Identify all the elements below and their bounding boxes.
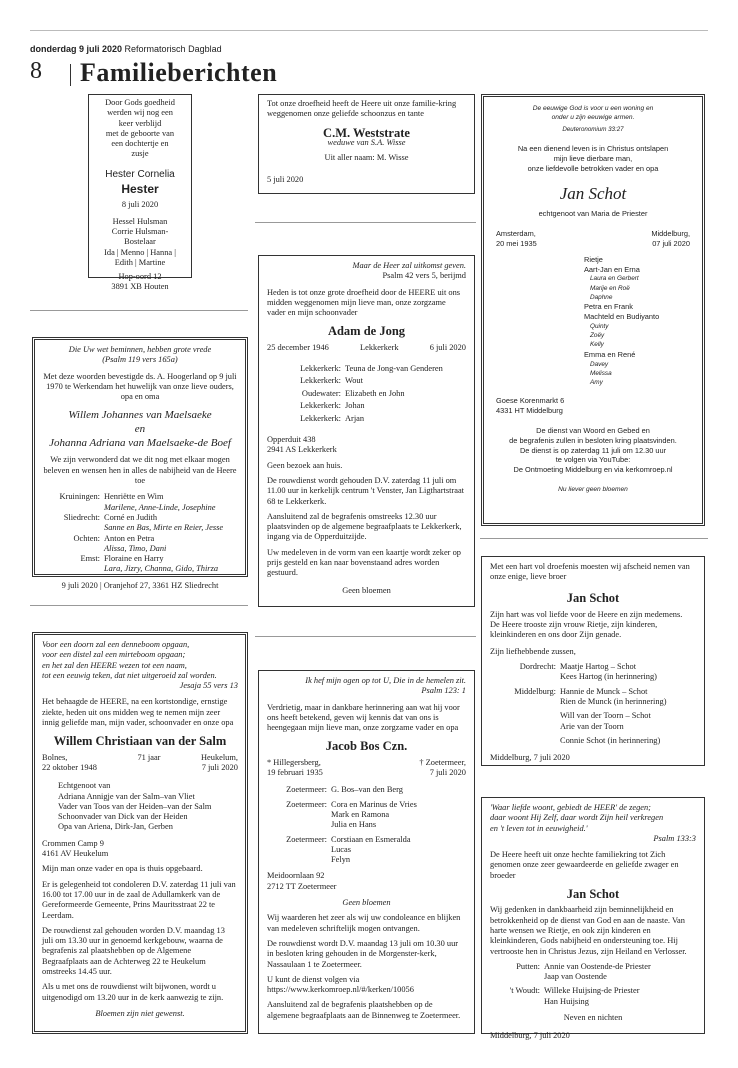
family-member: Zoëy	[590, 332, 605, 340]
family-member: Lucas	[331, 844, 351, 854]
family-place: Sliedrecht:	[63, 512, 100, 522]
masthead-date: donderdag 9 juli 2020	[30, 44, 123, 54]
text-line: Door Gods goedheid	[105, 98, 175, 107]
text-paragraph: Aansluitend zal de begrafenis plaatshebben op de algemene begraafplaats aan de Binnenweg te Zoetermeer.	[267, 1000, 461, 1020]
text-line: keer verblijd	[118, 118, 162, 128]
family-member: Connie Schot (in herinnering)	[560, 735, 661, 745]
death-place: Heukelum,	[201, 752, 238, 762]
family-member: Aart-Jan en Erna	[584, 264, 640, 274]
closing-line: Bloemen zijn niet gewenst.	[95, 1008, 185, 1018]
family-member: Daphne	[590, 293, 613, 301]
notice-schot-family	[481, 94, 705, 526]
family-line: Adriana Annigje van der Salm–van Vliet	[58, 791, 195, 801]
birth-block	[267, 758, 323, 779]
family-names	[544, 962, 651, 983]
intro-line: mijn lieve dierbare man,	[553, 153, 633, 163]
verse-line: onder u zijn eeuwige armen.	[551, 113, 635, 121]
bride-name: Johanna Adriana van Maelsaeke-de Boef	[49, 437, 231, 450]
service-line: De dienst van Woord en Gebed en	[536, 426, 650, 436]
family-member: Davey	[590, 360, 609, 368]
masthead-paper: Reformatorisch Dagblad	[124, 44, 222, 54]
death-date: 6 juli 2020	[429, 342, 466, 352]
family-member: Melissa	[590, 369, 612, 377]
family-member: Jaap van Oostende	[544, 972, 607, 982]
family-names	[331, 785, 403, 795]
family-row	[490, 687, 696, 708]
intro: Met een hart vol droefenis moesten wij afscheid nemen van onze enige, lieve broer	[490, 562, 690, 582]
verse-line: Maar de Heer zal uitkomst geven.	[352, 261, 466, 270]
birth-date: 25 december 1946	[267, 342, 329, 352]
condole-text: Er is gelegenheid tot condoleren D.V. zaterdag 11 juli van 16.00 tot 17.00 uur in de zaal de Adullamkerk van de Gereformeerde Gemeente, Prins Mauritsstraat 22 te Leerdam.	[42, 879, 236, 920]
family-place	[490, 736, 560, 746]
text-line: werden wij nog een	[107, 108, 173, 118]
family-place: Zoetermeer:	[286, 834, 327, 844]
card-text: Uw medeleven in de vorm van een kaartje wordt zeker op prijs gesteld en kan naar bovenstaand adres worden gestuurd.	[267, 547, 461, 578]
text-paragraph: Zijn hart was vol liefde voor de Heere en zijn medemens.	[490, 609, 683, 619]
family-names: Elizabeth en John	[345, 388, 405, 398]
family-place: Lekkerkerk:	[300, 401, 341, 411]
family-list	[584, 255, 690, 388]
birth-block	[42, 753, 97, 774]
closing-line: Geen bloemen	[342, 898, 391, 908]
notice-schot-inlaws	[481, 797, 705, 1041]
verse-reference: Psalm 42 vers 5, berijmd	[382, 271, 466, 281]
family-names	[560, 736, 660, 746]
birth-date: 8 juli 2020	[121, 200, 159, 210]
family-place: 't Woudt:	[509, 986, 540, 996]
family-list	[42, 492, 238, 574]
visit-line: Geen bezoek aan huis.	[267, 460, 343, 470]
service-line: De Ontmoeting Middelburg en via kerkomroep.nl	[513, 465, 673, 475]
family-names	[104, 534, 166, 555]
family-row	[490, 986, 696, 1007]
verse-line: De eeuwige God is voor u een woning en	[532, 105, 654, 112]
address-line: 3891 XB Houten	[111, 282, 169, 292]
verse-line: voor een distel zal een mirteboom opgaan;	[42, 650, 186, 660]
family-names	[104, 492, 215, 513]
service-text: De rouwdienst wordt gehouden D.V. zaterdag 11 juli om 11.00 uur in kerkelijk centrum 't Venster, Jan Ligthartstraat 68 te Lekkerkerk.	[267, 476, 465, 506]
verse-line: en het zal den HEERE wezen tot een naam,	[42, 660, 187, 670]
family-row	[277, 785, 466, 795]
birth-notice-hester	[88, 94, 192, 292]
deceased-name: Jan Schot	[566, 590, 620, 605]
dates-row	[42, 753, 238, 774]
text-paragraph: Wij gedenken in dankbaarheid zijn beminnelijkheid en betrokkenheid op de dienst van God en aan de naaste. Van harte wensen we Rietje, en ook zijn kinderen en kleinkinderen, Gods nabijheid en ondersteuning toe. Hij vertrooste hen in Christus Jezus, zijn Heiland en Verlosser.	[490, 905, 687, 956]
family-line: Bostelaar	[124, 237, 156, 247]
verse-line: Ik hef mijn ogen op tot U, Die in de hemelen zit.	[305, 676, 466, 685]
family-member: G. Bos–van den Berg	[331, 785, 403, 795]
family-couple: Floraine en Harry	[104, 554, 164, 564]
death-place: † Zoetermeer,	[419, 757, 466, 767]
family-member: Emma en René	[584, 349, 636, 359]
family-line: Schoonvader van Dick van der Heiden	[58, 812, 188, 822]
wish-text: We zijn verwonderd dat we dit nog met elkaar mogen beleven en wensen hen in alles de nabijheid van de Heere toe	[43, 455, 237, 486]
verse-line: Voor een doorn zal een denneboom opgaan,	[42, 640, 190, 649]
dates-row	[267, 343, 466, 353]
family-place	[490, 711, 560, 732]
family-place: Dordrecht:	[519, 662, 556, 672]
family-place: Lekkerkerk:	[300, 364, 341, 374]
notice-weststrate	[258, 94, 475, 194]
family-names	[104, 513, 223, 534]
verse-line: en 't leven tot in eeuwigheid.'	[490, 823, 588, 833]
service-text: De rouwdienst zal gehouden worden D.V. maandag 13 juli om 13.30 uur in genoemd kerkgebouw, waarna de begrafenis zal plaatshebben op de Algemene Begraafplaats aan de Achterweg 22 te Heukelum omstreeks 14.45 uur.	[42, 925, 225, 977]
death-date: 7 juli 2020	[429, 768, 466, 778]
family-line: Edith | Martine	[114, 257, 166, 267]
family-names	[560, 711, 651, 732]
family-member: Rietje	[584, 254, 603, 264]
family-member: Arie van der Toorn	[560, 721, 624, 731]
family-line: Ida | Menno | Hanna |	[104, 247, 176, 257]
address-line: 4161 AV Heukelum	[42, 849, 109, 859]
text-paragraph: Wij waarderen het zeer als wij uw condoleance en blijken van medeleven schriftelijk mogen ontvangen.	[267, 913, 461, 933]
address-line: 4331 HT Middelburg	[496, 406, 563, 416]
divider	[70, 64, 71, 86]
family-line: Vader van Toos van der Heiden–van der Salm	[58, 801, 212, 811]
section-title: Familieberichten	[80, 58, 278, 87]
child-full-name: Hester Cornelia	[105, 168, 175, 180]
death-block	[419, 758, 466, 779]
service-line: de begrafenis zullen in besloten kring plaatsvinden.	[509, 435, 677, 445]
family-member: Maatje Hartog – Schot	[560, 662, 637, 672]
footer-line: 9 juli 2020 | Oranjehof 27, 3361 HZ Sliedrecht	[61, 580, 219, 590]
family-place: Zoetermeer:	[286, 799, 327, 809]
nephews-line: Neven en nichten	[563, 1013, 623, 1023]
family-line: Opa van Ariena, Dirk-Jan, Gerben	[58, 822, 173, 832]
intro: Verdrietig, maar in dankbare herinnering aan wat hij voor ons heeft betekend, geven wij kennis dat van ons is heengegaan mijn lieve man, onze zorgzame vader en opa	[267, 702, 460, 733]
family-names: Johan	[345, 401, 365, 411]
footer-line: Middelburg, 7 juli 2020	[490, 753, 570, 763]
family-member: Kees Hartog (in herinnering)	[560, 672, 657, 682]
family-row	[42, 534, 238, 555]
family-line: Hessel Hulsman	[112, 216, 168, 226]
visit-line: Mijn man onze vader en opa is thuis opgebaard.	[42, 864, 203, 874]
death-date: 7 juli 2020	[201, 762, 238, 772]
family-list	[277, 785, 466, 865]
verse-reference: Deuteronomium 33:27	[562, 126, 624, 134]
deceased-name: C.M. Weststrate	[323, 125, 410, 140]
column-rule	[30, 605, 248, 606]
family-place: Zoetermeer:	[286, 785, 327, 795]
family-place: Lekkerkerk:	[300, 413, 341, 423]
family-member: Annie van Oostende-de Priester	[544, 961, 651, 971]
intro: Met deze woorden bevestigde ds. A. Hoogerland op 9 juli 1970 te Werkendam het huwelijk van onze lieve ouders, opa en oma	[43, 371, 237, 402]
text-line: zusje	[131, 149, 149, 159]
dates-row	[267, 758, 466, 779]
spouse-line: echtgenoot van Maria de Priester	[538, 209, 648, 219]
burial-text: Aansluitend zal de begrafenis omstreeks 12.30 uur plaatsvinden op de algemene begraafplaats te Lekkerkerk, ingang via de Opperduitzijde.	[267, 511, 462, 542]
place: Lekkerkerk	[359, 342, 399, 352]
groom-name: Willem Johannes van Maelsaeke	[68, 409, 212, 422]
address-line: Hop-oord 12	[118, 272, 162, 282]
family-place: Emst:	[80, 554, 100, 564]
family-place: Middelburg:	[514, 686, 556, 696]
intro-line: onze liefdevolle betrokken vader en opa	[527, 163, 659, 173]
family-row	[490, 962, 696, 983]
family-names	[331, 800, 417, 831]
family-member: Kelly	[590, 341, 604, 349]
family-member: Corstiaan en Esmeralda	[331, 834, 411, 844]
family-couple: Anton en Petra	[104, 533, 155, 543]
family-row	[490, 736, 696, 746]
family-place: Kruiningen:	[59, 492, 100, 502]
family-member: Amy	[590, 379, 603, 387]
text-paragraph: U kunt de dienst volgen via	[267, 974, 360, 984]
verse-line: 'Waar liefde woont, gebiedt de HEER' de zegen;	[490, 803, 651, 812]
family-row	[285, 400, 466, 412]
family-children: Marilene, Anne-Linde, Josephine	[104, 502, 216, 512]
deceased-name: Jan Schot	[559, 184, 627, 204]
text-paragraph: De Heere trooste zijn vrouw Rietje, zijn kinderen, kleinkinderen en ons door Zijn genade.	[490, 620, 658, 640]
family-member: Mark en Ramona	[331, 809, 390, 819]
family-row	[42, 554, 238, 575]
deceased-name: Willem Christiaan van der Salm	[53, 734, 227, 749]
text-paragraph: De rouwdienst wordt D.V. maandag 13 juli om 10.30 uur in besloten kring gehouden in de Morgenster-kerk, Nassaulaan 1 te Zoetermeer.	[267, 938, 459, 969]
family-place: Putten:	[516, 961, 540, 971]
intro-line: Na een dienend leven is in Christus ontslapen	[517, 143, 669, 153]
family-row	[285, 413, 466, 425]
column-rule	[30, 310, 248, 311]
birth-date: 20 mei 1935	[496, 238, 537, 248]
notice-date: 5 juli 2020	[267, 175, 304, 185]
birth-date: 19 februari 1935	[267, 768, 323, 778]
birth-block	[496, 229, 537, 249]
dates-row	[496, 229, 690, 249]
family-block	[58, 781, 238, 832]
family-names	[104, 554, 218, 575]
sender-line: Uit aller naam: M. Wisse	[324, 153, 409, 163]
family-names	[560, 662, 657, 683]
family-place: Oudewater:	[301, 388, 341, 398]
family-children: Alissa, Timo, Dani	[104, 543, 167, 553]
address-line: Crommen Camp 9	[42, 838, 104, 848]
family-member: Willeke Huijsing-de Priester	[544, 986, 640, 996]
page-number: 8	[30, 58, 42, 84]
birth-place: Bolnes,	[42, 752, 68, 762]
family-member: Rien de Munck (in herinnering)	[560, 696, 667, 706]
text-line: met de geboorte van	[105, 128, 175, 138]
text-line: een dochtertje en	[111, 139, 169, 149]
family-row	[42, 513, 238, 534]
address-line: Goese Korenmarkt 6	[496, 396, 565, 406]
family-member: Cora en Marinus de Vries	[331, 799, 417, 809]
intro: De Heere heeft uit onze hechte familiekring tot Zich genomen onze zeer gewaardeerde en geliefde zwager en broeder	[490, 850, 679, 880]
address-line: Meidoornlaan 92	[267, 871, 325, 881]
death-place: Middelburg,	[651, 229, 690, 239]
death-block	[651, 229, 690, 249]
family-children: Sanne en Bas, Mirte en Reier, Jesse	[104, 523, 224, 533]
column-rule	[255, 222, 476, 223]
verse-reference: Psalm 133:3	[653, 833, 696, 843]
birth-place: Amsterdam,	[496, 229, 536, 239]
family-member: Laura en Gerbert	[590, 275, 639, 283]
family-member: Will van der Toorn – Schot	[560, 711, 651, 721]
notice-anniversary	[32, 337, 248, 590]
family-children: Lara, Jizry, Channa, Gido, Thirza	[104, 564, 219, 574]
child-name: Hester	[121, 182, 159, 197]
footer-line: Middelburg, 7 juli 2020	[490, 1031, 570, 1041]
family-list	[490, 662, 696, 746]
family-row	[277, 835, 466, 866]
closing-line: Geen bloemen	[342, 585, 391, 595]
family-names: Wout	[345, 376, 363, 386]
text-paragraph: Zijn liefhebbende zussen,	[490, 646, 576, 656]
verse-line: Die Uw wet beminnen, hebben grote vrede	[68, 345, 212, 354]
column-rule	[480, 538, 708, 539]
notice-van-der-salm	[32, 632, 248, 1034]
column-rule	[255, 636, 476, 637]
deceased-name: Jacob Bos Czn.	[325, 739, 408, 754]
family-member: Marije en Roë	[590, 284, 630, 292]
family-couple: Henriëtte en Wim	[104, 492, 164, 502]
family-row	[285, 375, 466, 387]
address-line: Opperduit 438	[267, 435, 316, 445]
family-member: Felyn	[331, 855, 351, 865]
address-line: 2941 AS Lekkerkerk	[267, 445, 337, 455]
verse-reference: Psalm 123: 1	[421, 686, 466, 696]
intro: Tot onze droefheid heeft de Heere uit onze familie-kring weggenomen onze geliefde schoonzus en tante	[267, 99, 457, 119]
masthead	[30, 44, 222, 54]
family-line: Echtgenoot van	[58, 781, 111, 791]
family-member: Quinty	[590, 322, 609, 330]
verse-line: daar woont Hij Zelf, daar wordt Zijn heil verkregen	[490, 813, 664, 823]
verse-line: tot een eeuwig teken, dat niet uitgeroeid zal worden.	[42, 670, 217, 680]
family-place: Ochten:	[73, 533, 100, 543]
family-member: Machteld en Budiyanto	[584, 312, 660, 322]
family-member: Petra en Frank	[584, 302, 633, 312]
widow-line: weduwe van S.A. Wisse	[327, 137, 406, 147]
attend-text: Als u met ons de rouwdienst wilt bijwonen, wordt u uitgenodigd om 13.20 uur in de kerk aanwezig te zijn.	[42, 982, 224, 1002]
intro: Heden is tot onze grote droefheid door de HEERE uit ons midden weggenomen mijn lieve man, onze zorgzame vader en mijn schoonvader	[267, 287, 461, 318]
notice-bos	[258, 670, 475, 1034]
family-names	[544, 986, 640, 1007]
address-line: 2712 TT Zoetermeer	[267, 881, 337, 891]
family-names	[560, 687, 667, 708]
family-row	[42, 492, 238, 513]
family-names	[331, 835, 411, 866]
death-block	[201, 753, 238, 774]
death-date: 07 juli 2020	[652, 238, 690, 248]
family-row	[285, 388, 466, 400]
family-row	[490, 711, 696, 732]
family-row	[277, 800, 466, 831]
family-names: Teuna de Jong-van Genderen	[345, 364, 443, 374]
closing-line: Nu liever geen bloemen	[558, 486, 628, 493]
age: 71 jaar	[137, 752, 161, 762]
service-line: te volgen via YouTube:	[555, 455, 631, 465]
service-line: De dienst is op zaterdag 11 juli om 12.30 uur	[519, 445, 667, 455]
intro: Het behaagde de HEERE, na een kortstondige, ernstige ziekte, heden uit ons midden weg te nemen mijn zeer innig geliefde man, mijn vader, schoonvader en onze opa	[42, 697, 234, 728]
stream-link[interactable]: https://www.kerkomroep.nl/#/kerken/10056	[267, 985, 414, 995]
birth-date: 22 oktober 1948	[42, 762, 97, 772]
family-member: Hannie de Munck – Schot	[560, 686, 648, 696]
family-row	[490, 662, 696, 683]
verse-line: (Psalm 119 vers 165a)	[102, 355, 178, 365]
notice-schot-sisters	[481, 556, 705, 766]
family-row	[285, 363, 466, 375]
family-couple: Corné en Judith	[104, 512, 158, 522]
notice-de-jong	[258, 255, 475, 607]
family-list	[490, 962, 696, 1007]
family-place: Lekkerkerk:	[300, 376, 341, 386]
deceased-name: Jan Schot	[566, 887, 620, 902]
family-names: Arjan	[345, 413, 365, 423]
verse-reference: Jesaja 55 vers 13	[179, 681, 238, 691]
top-rule	[30, 30, 708, 31]
conjunction: en	[134, 423, 146, 436]
family-list	[285, 363, 466, 425]
family-member: Julia en Hans	[331, 820, 377, 830]
family-member: Han Huijsing	[544, 996, 589, 1006]
family-line: Corrie Hulsman-	[111, 226, 169, 236]
birth-place: * Hillegersberg,	[267, 757, 321, 767]
deceased-name: Adam de Jong	[327, 324, 406, 339]
